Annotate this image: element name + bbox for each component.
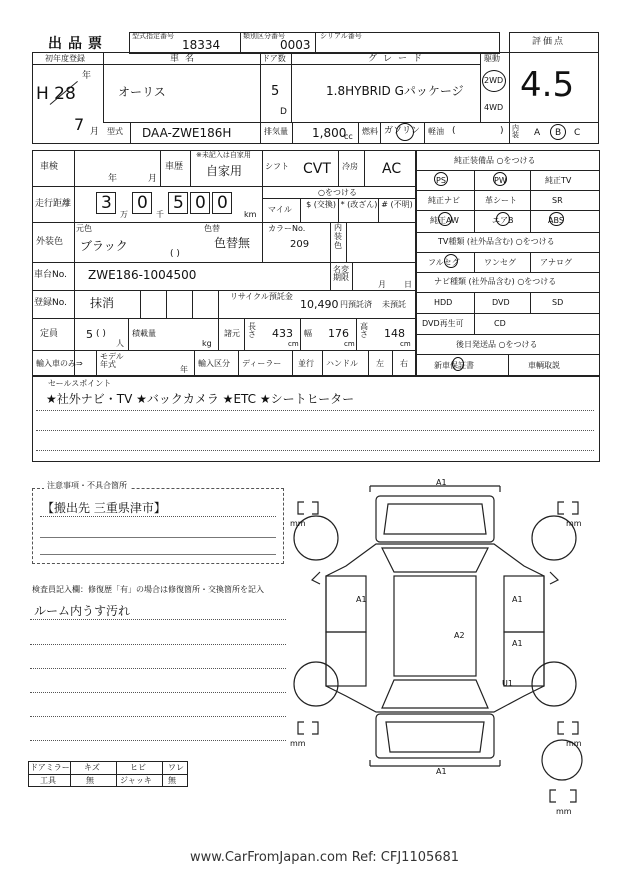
altered-label: * (改ざん) — [340, 200, 378, 209]
ext-color-value: ブラック — [80, 239, 128, 253]
footer-watermark: www.CarFromJapan.com Ref: CFJ1105681 — [190, 850, 460, 865]
width-value: 176 — [328, 327, 349, 340]
tools-h1: ドアミラー — [30, 763, 70, 772]
sen-unit: 千 — [156, 210, 164, 219]
capacity-unit: 人 — [116, 339, 124, 348]
navi-cd: CD — [494, 319, 506, 328]
color-no-label: カラーNo. — [268, 224, 306, 233]
left-label: 左 — [376, 359, 384, 368]
notes-line1: 【搬出先 三重県津市】 — [42, 501, 166, 515]
class-number-label: 類別区分番号 — [243, 32, 285, 40]
docs-warranty: 新車保証書 — [434, 361, 474, 370]
inspector-label: 検査員記入欄：修復歴「有」の場合は修復箇所・交換箇所を記入 — [32, 585, 264, 594]
color-orig-label: 元色 — [76, 224, 92, 233]
name-change-label: 名変期限 — [333, 265, 349, 282]
mileage-digit-4: 0 — [195, 193, 206, 213]
mile-mark-note: ○をつける — [318, 188, 357, 197]
displacement-label: 排気量 — [264, 127, 288, 136]
ext-color-label: 外装色 — [36, 237, 64, 247]
length-value: 433 — [272, 327, 293, 340]
diagram-mm-4: mm — [566, 739, 582, 748]
name-change-day: 日 — [404, 280, 412, 289]
tv-oneseg: ワンセグ — [484, 258, 516, 267]
mileage-digit-5: 0 — [217, 193, 228, 213]
model-year-unit: 年 — [180, 365, 188, 374]
fuel-value: ガソリン — [384, 126, 421, 136]
equip-tv: 純正TV — [545, 176, 572, 185]
capacity-value: 5 — [86, 328, 93, 341]
tv-label: TV種類 (社外品含む) ○をつける — [438, 237, 555, 246]
chassis-value: ZWE186-1004500 — [88, 268, 197, 282]
km-unit: km — [244, 210, 257, 219]
diagram-mm-3: mm — [290, 739, 306, 748]
tools-c3: ジャッキ — [120, 776, 152, 785]
exchanged-label: $ (交換) — [306, 200, 336, 209]
recycle-not: 未預託 — [382, 300, 406, 309]
equip-navi: 純正ナビ — [428, 196, 460, 205]
grade-value: 1.8HYBRID Gパッケージ — [326, 84, 464, 98]
equip-leather: 革シート — [485, 196, 517, 205]
drive-4wd: 4WD — [484, 103, 504, 112]
color-rep-label: 色替 — [204, 224, 220, 233]
recycle-value: 10,490 — [300, 298, 339, 311]
diagram-mark-rear-quarter: U1 — [502, 679, 513, 688]
docs-manual: 車輌取説 — [528, 361, 560, 370]
length-label: 長さ — [248, 322, 256, 339]
displacement-value: 1,800 — [312, 126, 347, 140]
doors-label: ドア数 — [262, 54, 286, 63]
mileage-label: 走行距離 — [35, 199, 72, 209]
shaken-label: 車検 — [40, 162, 59, 172]
reg-label: 登録No. — [34, 298, 67, 308]
inspection-grid — [32, 150, 416, 376]
mile-label: マイル — [268, 205, 292, 214]
year-unit: 年 — [82, 71, 92, 81]
diagram-mark-right-rear: A1 — [512, 639, 523, 648]
tv-analog: アナログ — [540, 258, 572, 267]
factory-label: 純正装備品 ○をつける — [454, 156, 536, 165]
tools-h3: ヒビ — [130, 763, 146, 772]
drive-2wd: 2WD — [484, 76, 504, 85]
month-unit: 月 — [90, 127, 100, 137]
diagram-mark-rear: A1 — [436, 767, 447, 776]
fuel-label: 燃料 — [362, 127, 378, 136]
sheet-title: 出品票 — [48, 36, 108, 52]
mileage-digit-3: 5 — [173, 193, 184, 213]
color-rep-value: 色替無 — [214, 236, 251, 250]
type-number-label: 型式指定番号 — [132, 32, 174, 40]
serial-label: シリアル番号 — [320, 32, 362, 40]
navi-dvd-play: DVD再生可 — [422, 319, 464, 328]
unknown-label: # (不明) — [381, 200, 413, 209]
int-color-label: 内装色 — [334, 223, 342, 250]
history-label: 車歴 — [165, 162, 184, 172]
mileage-digit-1: 3 — [101, 193, 112, 213]
grade-label: グレード — [368, 54, 429, 64]
diagram-mm-2: mm — [566, 519, 582, 528]
name-change-month: 月 — [378, 280, 386, 289]
equip-airbag: エアB — [492, 216, 514, 225]
interior-label: 内装 — [512, 124, 519, 139]
import-label: 輸入車のみ⇒ — [36, 359, 83, 368]
car-name: オーリス — [118, 85, 166, 99]
mileage-digit-2: 0 — [137, 193, 148, 213]
height-cm: cm — [400, 340, 411, 348]
first-reg-label: 初年度登録 — [45, 54, 85, 63]
tools-c1: 工具 — [40, 776, 56, 785]
sales-label: セールスポイント — [48, 379, 112, 388]
shift-value: CVT — [303, 161, 331, 177]
load-label: 積載量 — [132, 329, 156, 338]
doors-value: 5 — [271, 84, 280, 99]
eval-label: 評価点 — [532, 37, 566, 47]
car-name-label: 車名 — [170, 54, 201, 64]
diagram-mm-5: mm — [556, 807, 572, 816]
chassis-label: 車台No. — [34, 270, 67, 280]
handle-label: ハンドル — [326, 359, 358, 368]
height-label: 高さ — [360, 322, 368, 339]
reg-value: 抹消 — [90, 296, 115, 310]
interior-grade-c: C — [574, 128, 581, 138]
equip-sr: SR — [552, 196, 563, 205]
load-kg-unit: kg — [202, 339, 212, 348]
right-label: 右 — [400, 359, 408, 368]
model-label: 型式 — [107, 127, 123, 136]
model-value: DAA-ZWE186H — [142, 126, 232, 140]
equip-ps: PS — [436, 176, 446, 185]
doors-suffix: D — [280, 107, 287, 117]
color-rep-paren: ( ) — [170, 249, 180, 259]
inspector-line1: ルーム内うす汚れ — [34, 604, 131, 618]
navi-dvd: DVD — [492, 298, 510, 307]
navi-hdd: HDD — [434, 298, 453, 307]
aircon-value: AC — [382, 161, 402, 177]
import-class-label: 輸入区分 — [198, 359, 230, 368]
class-number-value: 0003 — [280, 38, 311, 52]
diagram-mark-right-front: A1 — [512, 595, 523, 604]
width-cm: cm — [344, 340, 355, 348]
history-note: ※未記入は自家用 — [196, 151, 251, 159]
tools-c4: 無 — [168, 776, 176, 785]
cc-unit: cc — [344, 132, 353, 141]
recycle-unit: 円預託済 — [340, 300, 372, 309]
equip-aw: 純正AW — [430, 216, 459, 225]
navi-label: ナビ種類 (社外品含む) ○をつける — [434, 277, 557, 286]
diagram-mark-front: A1 — [436, 478, 447, 487]
first-reg-month: 7 — [74, 115, 85, 134]
diagram-mark-left-front: A1 — [356, 595, 367, 604]
diagram-mark-roof: A2 — [454, 631, 465, 640]
capacity-label: 定員 — [40, 329, 59, 339]
sales-text: ★社外ナビ・TV ★バックカメラ ★ETC ★シートヒーター — [46, 392, 355, 406]
fuel-circle — [396, 123, 414, 141]
model-year-label: モデル年式 — [100, 352, 124, 369]
type-number-value: 18334 — [182, 38, 221, 52]
shaken-year-unit: 年 — [108, 174, 118, 184]
interior-grade-b: B — [555, 128, 562, 138]
width-label: 幅 — [304, 329, 312, 338]
length-cm: cm — [288, 340, 299, 348]
equip-pw: PW — [494, 176, 507, 185]
height-value: 148 — [384, 327, 405, 340]
equip-abs: ABS — [548, 216, 564, 225]
man-unit: 万 — [120, 210, 128, 219]
tools-c2: 無 — [86, 776, 94, 785]
notes-box — [32, 488, 284, 564]
color-no-value: 209 — [290, 239, 310, 250]
interior-grade-a: A — [534, 128, 541, 138]
tools-h2: キズ — [84, 763, 100, 772]
first-reg-year: H 28 — [36, 84, 76, 104]
navi-sd: SD — [552, 298, 564, 307]
eval-score: 4.5 — [520, 65, 575, 105]
tools-h4: ワレ — [168, 763, 184, 772]
car-damage-diagram — [290, 476, 600, 816]
aircon-label: 冷房 — [342, 162, 358, 171]
shift-label: シフト — [265, 162, 289, 171]
interior-circle — [550, 124, 566, 140]
diagram-mm-1: mm — [290, 519, 306, 528]
docs-label: 後日発送品 ○をつける — [456, 340, 538, 349]
drive-label: 駆動 — [484, 54, 500, 63]
recycle-label: リサイクル預託金 — [230, 292, 293, 301]
history-value: 自家用 — [206, 164, 243, 178]
tv-fullseg: フルセグ — [428, 258, 460, 267]
dealer-label: ディーラー — [242, 359, 282, 368]
shaken-month-unit: 月 — [148, 174, 158, 184]
dims-label: 諸元 — [224, 329, 240, 338]
diesel-label: 軽油 — [428, 127, 444, 136]
parallel-label: 並行 — [298, 359, 314, 368]
notes-label: 注意事項・不具合箇所 — [44, 482, 130, 490]
